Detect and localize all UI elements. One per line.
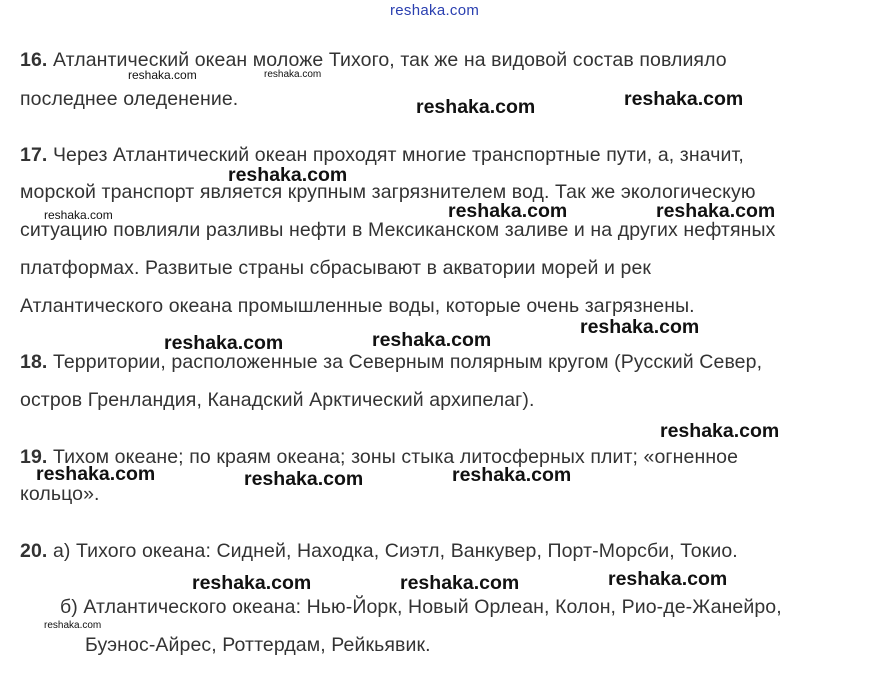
- answer-19-line-2: кольцо».: [20, 483, 100, 505]
- watermark: reshaka.com: [228, 164, 348, 186]
- answer-19-number: 19.: [20, 446, 48, 468]
- watermark: reshaka.com: [244, 468, 364, 490]
- answer-17-line-1: [20, 143, 744, 167]
- watermark: reshaka.com: [580, 316, 700, 338]
- answer-18-number: 18.: [20, 351, 48, 373]
- answer-17-text-1: Через Атлантический океан проходят многие транспортные пути, а, значит,: [47, 144, 744, 166]
- watermark-small: reshaka.com: [44, 620, 102, 631]
- site-header-watermark: reshaka.com: [390, 2, 480, 19]
- watermark-small: reshaka.com: [264, 69, 322, 80]
- answer-18-line-1: [20, 350, 762, 374]
- answer-17-line-3: ситуацию повлияли разливы нефти в Мексиканском заливе и на других нефтяных: [20, 219, 776, 241]
- watermark: reshaka.com: [36, 463, 156, 485]
- answer-17-line-5: Атлантического океана промышленные воды, которые очень загрязнены.: [20, 295, 695, 317]
- answer-16-line-2: последнее оледенение.: [20, 88, 239, 110]
- watermark: reshaka.com: [660, 420, 780, 442]
- answer-18-text-1: Территории, расположенные за Северным полярным кругом (Русский Север,: [47, 351, 763, 373]
- answer-20-line-1: [20, 539, 738, 563]
- answer-17-number: 17.: [20, 144, 48, 166]
- answer-16-text-1: Атлантический океан моложе Тихого, так же на видовой состав повлияло: [47, 49, 727, 71]
- watermark: reshaka.com: [164, 332, 284, 354]
- answer-18-line-2: остров Гренландия, Канадский Арктический архипелаг).: [20, 389, 535, 411]
- answer-16-line-1: [20, 48, 727, 72]
- watermark: reshaka.com: [192, 572, 312, 594]
- answer-19-text-1: Тихом океане; по краям океана; зоны стыка литосферных плит; «огненное: [47, 446, 739, 468]
- watermark: reshaka.com: [608, 568, 728, 590]
- answer-20-number: 20.: [20, 540, 48, 562]
- answer-20-line-2: б) Атлантического океана: Нью-Йорк, Новый Орлеан, Колон, Рио-де-Жанейро,: [60, 596, 782, 618]
- watermark: reshaka.com: [400, 572, 520, 594]
- watermark: reshaka.com: [416, 96, 536, 118]
- watermark: reshaka.com: [452, 464, 572, 486]
- answer-17-line-4: платформах. Развитые страны сбрасывают в акватории морей и рек: [20, 257, 652, 279]
- watermark: reshaka.com: [624, 88, 744, 110]
- watermark-small: reshaka.com: [44, 208, 113, 222]
- watermark: reshaka.com: [448, 200, 568, 222]
- watermark: reshaka.com: [656, 200, 776, 222]
- answer-20-text-1: а) Тихого океана: Сидней, Находка, Сиэтл, Ванкувер, Порт-Морсби, Токио.: [47, 540, 738, 562]
- watermark: reshaka.com: [372, 329, 492, 351]
- answer-20-line-3: Буэнос-Айрес, Роттердам, Рейкьявик.: [85, 634, 431, 656]
- answer-16-number: 16.: [20, 49, 48, 71]
- answer-17-line-2: морской транспорт является крупным загрязнителем вод. Так же экологическую: [20, 181, 756, 203]
- watermark-small: reshaka.com: [128, 68, 197, 82]
